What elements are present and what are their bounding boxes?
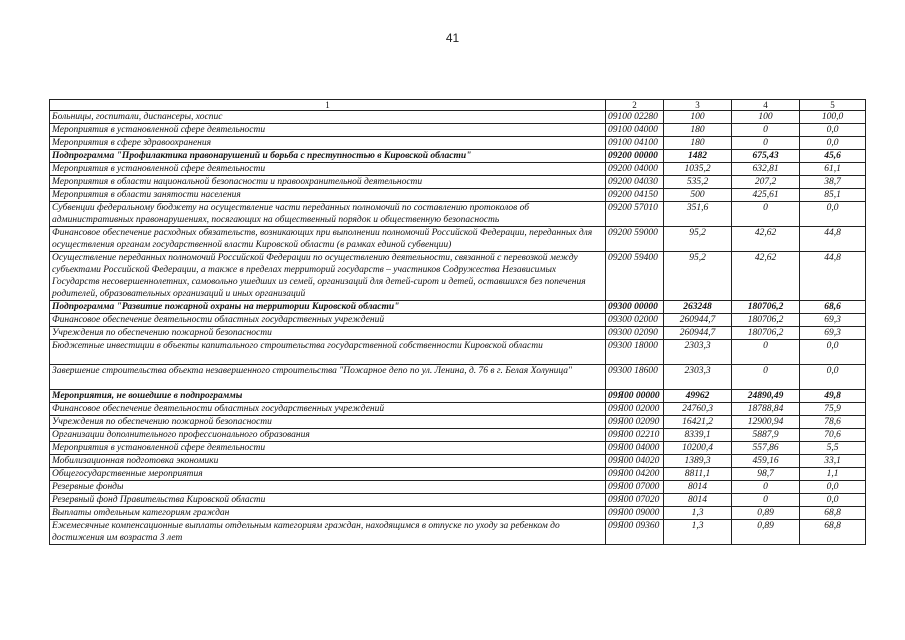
cell-code: 09300 02090: [606, 327, 664, 340]
cell-executed: 675,43: [732, 150, 800, 163]
cell-code: 09200 57010: [606, 202, 664, 227]
cell-name: Общегосударственные мероприятия: [50, 468, 606, 481]
cell-planned: 2303,3: [664, 340, 732, 365]
cell-executed: 0: [732, 137, 800, 150]
cell-planned: 95,2: [664, 227, 732, 252]
cell-executed: 425,61: [732, 189, 800, 202]
cell-executed: 0: [732, 202, 800, 227]
cell-name: Мероприятия в установленной сфере деятельности: [50, 442, 606, 455]
cell-planned: 95,2: [664, 252, 732, 301]
cell-percent: 1,1: [800, 468, 866, 481]
cell-executed: 0,89: [732, 520, 800, 545]
cell-percent: 100,0: [800, 111, 866, 124]
table-row: [50, 494, 866, 507]
cell-percent: 68,8: [800, 507, 866, 520]
cell-executed: 207,2: [732, 176, 800, 189]
cell-percent: 33,1: [800, 455, 866, 468]
cell-code: 09100 04000: [606, 124, 664, 137]
cell-executed: 180706,2: [732, 327, 800, 340]
cell-name: Мероприятия в установленной сфере деятельности: [50, 124, 606, 137]
cell-name: Субвенции федеральному бюджету на осуществление части переданных полномочий по составлению протоколов об административных правонарушениях, посягающих на общественный порядок и общественную безопасность: [50, 202, 606, 227]
cell-percent: 0,0: [800, 137, 866, 150]
table-row: [50, 403, 866, 416]
cell-percent: 5,5: [800, 442, 866, 455]
cell-code: 09Я00 02090: [606, 416, 664, 429]
table-row: [50, 252, 866, 301]
table-row: [50, 163, 866, 176]
cell-name: Мобилизационная подготовка экономики: [50, 455, 606, 468]
table-row: [50, 468, 866, 481]
cell-planned: 10200,4: [664, 442, 732, 455]
cell-percent: 69,3: [800, 314, 866, 327]
cell-percent: 0,0: [800, 494, 866, 507]
cell-name: Мероприятия в области занятости населения: [50, 189, 606, 202]
cell-executed: 0: [732, 365, 800, 390]
table-row: [50, 340, 866, 365]
cell-name: Ежемесячные компенсационные выплаты отдельным категориям граждан, находящимся в отпуске по уходу за ребенком до достижения им возраста 3 лет: [50, 520, 606, 545]
cell-code: 09100 02280: [606, 111, 664, 124]
table-row: [50, 455, 866, 468]
cell-planned: 8811,1: [664, 468, 732, 481]
cell-planned: 8014: [664, 481, 732, 494]
cell-name: Мероприятия в области национальной безопасности и правоохранительной деятельности: [50, 176, 606, 189]
cell-planned: 16421,2: [664, 416, 732, 429]
cell-planned: 1035,2: [664, 163, 732, 176]
cell-percent: 45,6: [800, 150, 866, 163]
cell-percent: 68,6: [800, 301, 866, 314]
cell-name: Осуществление переданных полномочий Российской Федерации по осуществлению деятельности, связанной с перевозкой между субъектами Российской Федерации, а также в пределах территорий государств – участников Содружества Независимых Государств несовершеннолетних, самовольно ушедших из семей, организаций для детей-сирот и детей, оставшихся без попечения родителей, образовательных организаций и иных организаций: [50, 252, 606, 301]
cell-code: 09200 04150: [606, 189, 664, 202]
cell-name: Учреждения по обеспечению пожарной безопасности: [50, 416, 606, 429]
cell-percent: 0,0: [800, 124, 866, 137]
cell-code: 09200 04030: [606, 176, 664, 189]
cell-planned: 24760,3: [664, 403, 732, 416]
cell-executed: 180706,2: [732, 301, 800, 314]
cell-code: 09300 18000: [606, 340, 664, 365]
cell-code: 09Я00 09000: [606, 507, 664, 520]
cell-percent: 85,1: [800, 189, 866, 202]
cell-executed: 24890,49: [732, 390, 800, 403]
cell-planned: 1,3: [664, 507, 732, 520]
header-cell-2: 2: [606, 100, 664, 111]
cell-code: 09200 00000: [606, 150, 664, 163]
cell-name: Мероприятия, не вошедшие в подпрограммы: [50, 390, 606, 403]
table-row: [50, 176, 866, 189]
cell-executed: 42,62: [732, 227, 800, 252]
header-cell-5: 5: [800, 100, 866, 111]
cell-executed: 0,89: [732, 507, 800, 520]
cell-executed: 12900,94: [732, 416, 800, 429]
cell-executed: 0: [732, 481, 800, 494]
table-row: [50, 429, 866, 442]
cell-code: 09300 18600: [606, 365, 664, 390]
cell-executed: 180706,2: [732, 314, 800, 327]
table-row: [50, 202, 866, 227]
cell-code: 09Я00 09360: [606, 520, 664, 545]
cell-percent: 0,0: [800, 202, 866, 227]
cell-percent: 44,8: [800, 252, 866, 301]
cell-code: 09200 59000: [606, 227, 664, 252]
cell-name: Финансовое обеспечение деятельности областных государственных учреждений: [50, 314, 606, 327]
header-cell-3: 3: [664, 100, 732, 111]
table-row: [50, 416, 866, 429]
cell-name: Подпрограмма "Профилактика правонарушений и борьба с преступностью в Кировской области": [50, 150, 606, 163]
cell-code: 09Я00 02000: [606, 403, 664, 416]
cell-planned: 2303,3: [664, 365, 732, 390]
cell-name: Завершение строительства объекта незавершенного строительства "Пожарное депо по ул. Ленина, д. 76 в г. Белая Холуница": [50, 365, 606, 390]
cell-planned: 263248: [664, 301, 732, 314]
cell-percent: 68,8: [800, 520, 866, 545]
table-row: [50, 365, 866, 390]
cell-name: Подпрограмма "Развитие пожарной охраны на территории Кировской области": [50, 301, 606, 314]
cell-planned: 260944,7: [664, 314, 732, 327]
cell-code: 09Я00 04000: [606, 442, 664, 455]
cell-code: 09200 04000: [606, 163, 664, 176]
table-row: [50, 507, 866, 520]
cell-percent: 0,0: [800, 481, 866, 494]
cell-code: 09Я00 07020: [606, 494, 664, 507]
cell-name: Мероприятия в установленной сфере деятельности: [50, 163, 606, 176]
cell-name: Резервные фонды: [50, 481, 606, 494]
cell-planned: 8014: [664, 494, 732, 507]
cell-percent: 44,8: [800, 227, 866, 252]
cell-percent: 0,0: [800, 365, 866, 390]
table-row: [50, 111, 866, 124]
cell-planned: 535,2: [664, 176, 732, 189]
cell-planned: 500: [664, 189, 732, 202]
cell-planned: 1,3: [664, 520, 732, 545]
table-row: [50, 442, 866, 455]
cell-name: Учреждения по обеспечению пожарной безопасности: [50, 327, 606, 340]
cell-name: Финансовое обеспечение расходных обязательств, возникающих при выполнении полномочий Российской Федерации, переданных для осуществления органам государственной власти Кировской области (в рамках единой субвенции): [50, 227, 606, 252]
cell-percent: 69,3: [800, 327, 866, 340]
cell-planned: 180: [664, 137, 732, 150]
budget-table: [49, 99, 866, 545]
cell-executed: 459,16: [732, 455, 800, 468]
table-header-row: [50, 100, 866, 111]
cell-executed: 5887,9: [732, 429, 800, 442]
table-row: [50, 314, 866, 327]
table-row: [50, 481, 866, 494]
table-row: [50, 520, 866, 545]
cell-name: Финансовое обеспечение деятельности областных государственных учреждений: [50, 403, 606, 416]
cell-code: 09Я00 04200: [606, 468, 664, 481]
cell-planned: 180: [664, 124, 732, 137]
page-number: 41: [445, 31, 460, 45]
table-row: [50, 137, 866, 150]
cell-code: 09Я00 00000: [606, 390, 664, 403]
table-row-subprogram: [50, 390, 866, 403]
cell-planned: 8339,1: [664, 429, 732, 442]
cell-executed: 98,7: [732, 468, 800, 481]
cell-code: 09Я00 07000: [606, 481, 664, 494]
cell-percent: 0,0: [800, 340, 866, 365]
cell-name: Резервный фонд Правительства Кировской области: [50, 494, 606, 507]
cell-executed: 42,62: [732, 252, 800, 301]
cell-executed: 0: [732, 124, 800, 137]
table-row: [50, 124, 866, 137]
cell-planned: 1482: [664, 150, 732, 163]
cell-name: Выплаты отдельным категориям граждан: [50, 507, 606, 520]
cell-executed: 632,81: [732, 163, 800, 176]
cell-code: 09100 04100: [606, 137, 664, 150]
cell-executed: 557,86: [732, 442, 800, 455]
cell-planned: 49962: [664, 390, 732, 403]
cell-executed: 0: [732, 340, 800, 365]
header-cell-4: 4: [732, 100, 800, 111]
cell-percent: 70,6: [800, 429, 866, 442]
cell-executed: 0: [732, 494, 800, 507]
cell-percent: 49,8: [800, 390, 866, 403]
header-cell-1: 1: [50, 100, 606, 111]
cell-executed: 100: [732, 111, 800, 124]
cell-code: 09200 59400: [606, 252, 664, 301]
table-row: [50, 189, 866, 202]
cell-planned: 1389,3: [664, 455, 732, 468]
table-row: [50, 327, 866, 340]
table-row-subprogram: [50, 301, 866, 314]
cell-percent: 78,6: [800, 416, 866, 429]
cell-name: Мероприятия в сфере здравоохранения: [50, 137, 606, 150]
table-row: [50, 227, 866, 252]
cell-percent: 38,7: [800, 176, 866, 189]
cell-planned: 100: [664, 111, 732, 124]
cell-percent: 61,1: [800, 163, 866, 176]
cell-planned: 260944,7: [664, 327, 732, 340]
cell-percent: 75,9: [800, 403, 866, 416]
cell-code: 09300 00000: [606, 301, 664, 314]
cell-code: 09Я00 02210: [606, 429, 664, 442]
cell-name: Организации дополнительного профессионального образования: [50, 429, 606, 442]
table-row-subprogram: [50, 150, 866, 163]
cell-planned: 351,6: [664, 202, 732, 227]
cell-name: Бюджетные инвестиции в объекты капитального строительства государственной собственности Кировской области: [50, 340, 606, 365]
cell-name: Больницы, госпитали, диспансеры, хоспис: [50, 111, 606, 124]
cell-executed: 18788,84: [732, 403, 800, 416]
cell-code: 09300 02000: [606, 314, 664, 327]
cell-code: 09Я00 04020: [606, 455, 664, 468]
